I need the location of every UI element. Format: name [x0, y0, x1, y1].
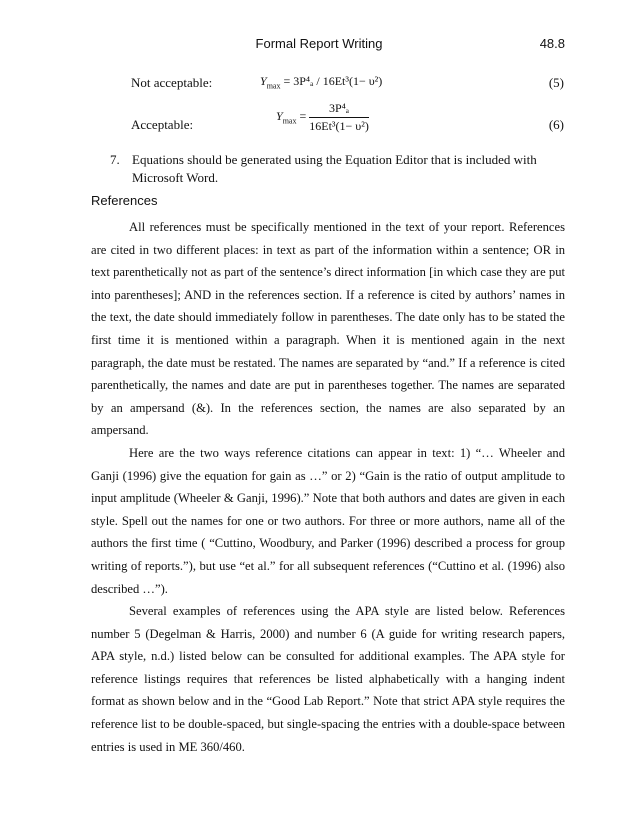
paragraph: Here are the two ways reference citations can appear in text: 1) “… Wheeler and Ganji (1996) give the equation for gain as …” or 2) “Gain is the ratio of output amplitude to input amplitude (Wheeler & Ganji, 1996).” Note that both authors and dates are given in each style. Spell out the names for one or two authors. For three or more authors, name all of the authors the first time ( “Cuttino, Woodbury, and Parker (1996) described a process for group writing of reports.”), but use “et al.” for all subsequent references (“Cuttino et al. (1996) also described …”).	[91, 445, 565, 596]
page-number: 48.8	[539, 36, 565, 51]
paragraph: All references must be specifically mentioned in the text of your report. References are cited in two different places: in text as part of the information within a sentence; OR in text parenthetically not as part of the sentence’s direct information [in which case they are put into parentheses]; AND in the references section. If a reference is cited by authors’ names in the text, the date should immediately follow in parentheses. The date only has to be stated the first time it is mentioned within a paragraph. When it is mentioned again in the next paragraph, the date must be restated. The names are separated by “and.” If a reference is cited parenthetically, the names and date are put in parentheses together. The names are separated by an ampersand (&). In the references section, the names are also separated by an ampersand.	[91, 220, 565, 438]
list-item-text: Equations should be generated using the Equation Editor that is included with Microsoft Word.	[132, 152, 537, 185]
equation-rhs: = 3P⁴ₐ / 16Et³(1− υ²)	[283, 74, 383, 88]
equation-formula-fraction: $Y_{max}$ = $\frac{\text{3P⁴ₐ}}{\text{16Et³(1− υ²)}}$	[276, 101, 369, 133]
equation-lhs: Y	[276, 109, 283, 124]
equation-label: Not acceptable:	[131, 75, 213, 90]
equation-label: Acceptable:	[131, 117, 194, 132]
list-item-number: 7.	[110, 152, 120, 167]
paragraph: Several examples of references using the APA style are listed below. References number 5 (Degelman & Harris, 2000) and number 6 (A guide for writing research papers, APA style, n.d.) listed below can be consulted for additional examples. The APA style for reference listings requires that references be listed alphabetically with a hanging indent format as shown below and in the “Good Lab Report.” Note that strict APA style requires the reference list to be double-spaced, but single-spacing the entries with a double-space between entries is used in ME 360/460.	[91, 604, 565, 754]
equation-formula-inline	[260, 74, 382, 90]
equation-lhs-subscript: max	[282, 116, 297, 126]
section-heading: References	[91, 193, 158, 208]
equation-number: (6)	[548, 117, 564, 132]
body-text	[91, 216, 565, 758]
equation-number: (5)	[548, 75, 564, 90]
equation-numerator: 3P⁴ₐ	[309, 101, 369, 118]
equation-denominator: 16Et³(1− υ²)	[309, 119, 369, 133]
equation-lhs: Y	[260, 74, 267, 88]
equation-lhs-subscript: max	[266, 81, 281, 91]
equation-fraction	[309, 101, 369, 134]
running-header-title: Formal Report Writing	[255, 36, 383, 51]
